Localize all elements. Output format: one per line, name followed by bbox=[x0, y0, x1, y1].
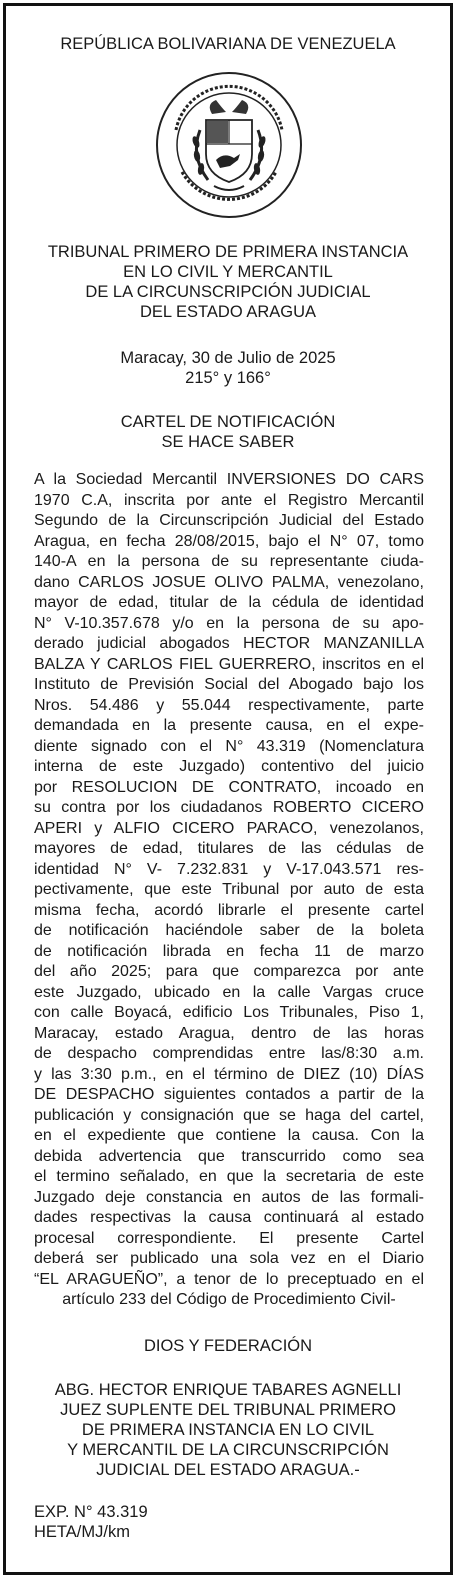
closing-formula bbox=[6, 1336, 450, 1356]
body-line: DE DESPACHO siguientes contados a partir de la bbox=[34, 1086, 424, 1103]
header bbox=[6, 34, 450, 54]
body-line: por RESOLUCION DE CONTRATO, incoado en bbox=[34, 778, 424, 796]
body-line: A la Sociedad Mercantil INVERSIONES DO CARS bbox=[34, 471, 424, 488]
signer-line: ABG. HECTOR ENRIQUE TABARES AGNELLI bbox=[54, 1381, 402, 1399]
signer-line: JUDICIAL DEL ESTADO ARAGUA.- bbox=[96, 1461, 360, 1479]
notice-body bbox=[34, 470, 424, 1311]
place-date: Maracay, 30 de Julio de 2025 bbox=[120, 349, 336, 367]
body-line: Nros. 54.486 y 55.044 respectivamente, parte bbox=[34, 696, 424, 714]
body-line: este Juzgado, ubicado en la calle Vargas cruce bbox=[34, 983, 424, 1001]
court-line: DE LA CIRCUNSCRIPCIÓN JUDICIAL bbox=[85, 283, 371, 301]
exp-number: EXP. N° 43.319 bbox=[34, 1503, 148, 1521]
closing-text: DIOS Y FEDERACIÓN bbox=[143, 1337, 313, 1355]
body-line: de notificación librada en fecha 11 de marzo bbox=[34, 942, 424, 960]
court-line: DEL ESTADO ARAGUA bbox=[139, 303, 317, 321]
notice-frame bbox=[3, 3, 453, 1575]
body-line: N° V-10.357.678 y/o en la persona de su apo- bbox=[34, 614, 424, 632]
file-reference bbox=[34, 1502, 148, 1542]
court-line: TRIBUNAL PRIMERO DE PRIMERA INSTANCIA bbox=[47, 243, 409, 261]
body-line: procesal correspondiente. El presente Cartel bbox=[34, 1229, 424, 1247]
body-line: interna de este Juzgado) contentivo del juicio bbox=[34, 758, 424, 775]
body-line: publicación y consignación que se haga del cartel, bbox=[34, 1106, 424, 1124]
cartel-heading bbox=[6, 412, 450, 452]
initials: HETA/MJ/km bbox=[34, 1523, 130, 1541]
signer-line: JUEZ SUPLENTE DEL TRIBUNAL PRIMERO bbox=[60, 1401, 396, 1419]
supreme-court-seal-logo bbox=[154, 70, 304, 220]
body-line: Aragua, en fecha 28/08/2015, bajo el N° 07, tomo bbox=[34, 532, 424, 550]
body-line: “EL ARAGUEÑO”, a tenor de lo preceptuado en el bbox=[34, 1270, 424, 1288]
body-line: deberá ser publicado una sola vez en el Diario bbox=[34, 1250, 424, 1267]
body-line: artículo 233 del Código de Procedimiento Civil- bbox=[62, 1291, 396, 1308]
signer-line: Y MERCANTIL DE LA CIRCUNSCRIPCIÓN bbox=[67, 1441, 389, 1459]
cartel-subtitle: SE HACE SABER bbox=[161, 433, 295, 451]
signer-line: DE PRIMERA INSTANCIA EN LO CIVIL bbox=[81, 1421, 375, 1439]
republic-title: REPÚBLICA BOLIVARIANA DE VENEZUELA bbox=[60, 35, 396, 53]
body-line: de despacho comprendidas entre las/8:30 a.m. bbox=[34, 1045, 424, 1062]
body-line: debida advertencia que transcurrido como sea bbox=[34, 1147, 424, 1165]
court-line: EN LO CIVIL Y MERCANTIL bbox=[123, 263, 333, 281]
court-name bbox=[6, 242, 450, 322]
body-line: dades respectivas la causa continuará al estado bbox=[34, 1209, 424, 1226]
body-line: de notificación haciéndole saber de la boleta bbox=[34, 922, 424, 939]
body-line: Instituto de Previsión Social del Abogado bajo los bbox=[34, 676, 424, 693]
years: 215° y 166° bbox=[185, 369, 271, 387]
signature-block bbox=[6, 1380, 450, 1480]
body-line: con calle Boyacá, edificio Los Tribunales, Piso 1, bbox=[34, 1004, 424, 1021]
body-line: Segundo de la Circunscripción Judicial del Estado bbox=[34, 512, 424, 529]
body-line: demandada en la presente causa, en el expe- bbox=[34, 717, 424, 734]
body-line: y las 3:30 p.m., en el término de DIEZ (10) DÍAS bbox=[34, 1065, 424, 1083]
body-line: 140-A en la persona de su representante ciuda- bbox=[34, 553, 424, 570]
cartel-title: CARTEL DE NOTIFICACIÓN bbox=[120, 413, 336, 431]
body-line: Juzgado deje constancia en autos de las formali- bbox=[34, 1188, 424, 1206]
body-line: su contra por los ciudadanos ROBERTO CICERO bbox=[34, 799, 424, 816]
body-line: identidad N° V- 7.232.831 y V-17.043.571 res- bbox=[34, 860, 424, 878]
body-line: el termino señalado, en que la secretaria de este bbox=[34, 1168, 424, 1185]
body-line: derado judicial abogados HECTOR MANZANILLA bbox=[34, 635, 424, 652]
body-line: Maracay, estado Aragua, dentro de las horas bbox=[34, 1024, 424, 1042]
body-line: diente signado con el N° 43.319 (Nomenclatura bbox=[34, 737, 424, 755]
body-line: APERI y ALFIO CICERO PARACO, venezolanos, bbox=[34, 819, 424, 837]
body-line: mayores de edad, titulares de las cédulas de bbox=[34, 840, 424, 857]
body-line: mayor de edad, titular de la cédula de identidad bbox=[34, 594, 424, 611]
body-line: pectivamente, que este Tribunal por auto de esta bbox=[34, 881, 424, 898]
body-line: BALZA Y CARLOS FIEL GUERRERO, inscritos en el bbox=[34, 655, 424, 673]
body-line: dano CARLOS JOSUE OLIVO PALMA, venezolano, bbox=[34, 573, 424, 591]
body-line: misma fecha, acordó librarle el presente cartel bbox=[34, 901, 424, 919]
body-line: 1970 C.A, inscrita por ante el Registro Mercantil bbox=[34, 491, 424, 509]
date-block bbox=[6, 348, 450, 388]
body-line: en el expediente que contiene la causa. Con la bbox=[34, 1127, 424, 1144]
body-line: del año 2025; para que comparezca por ante bbox=[34, 963, 424, 980]
